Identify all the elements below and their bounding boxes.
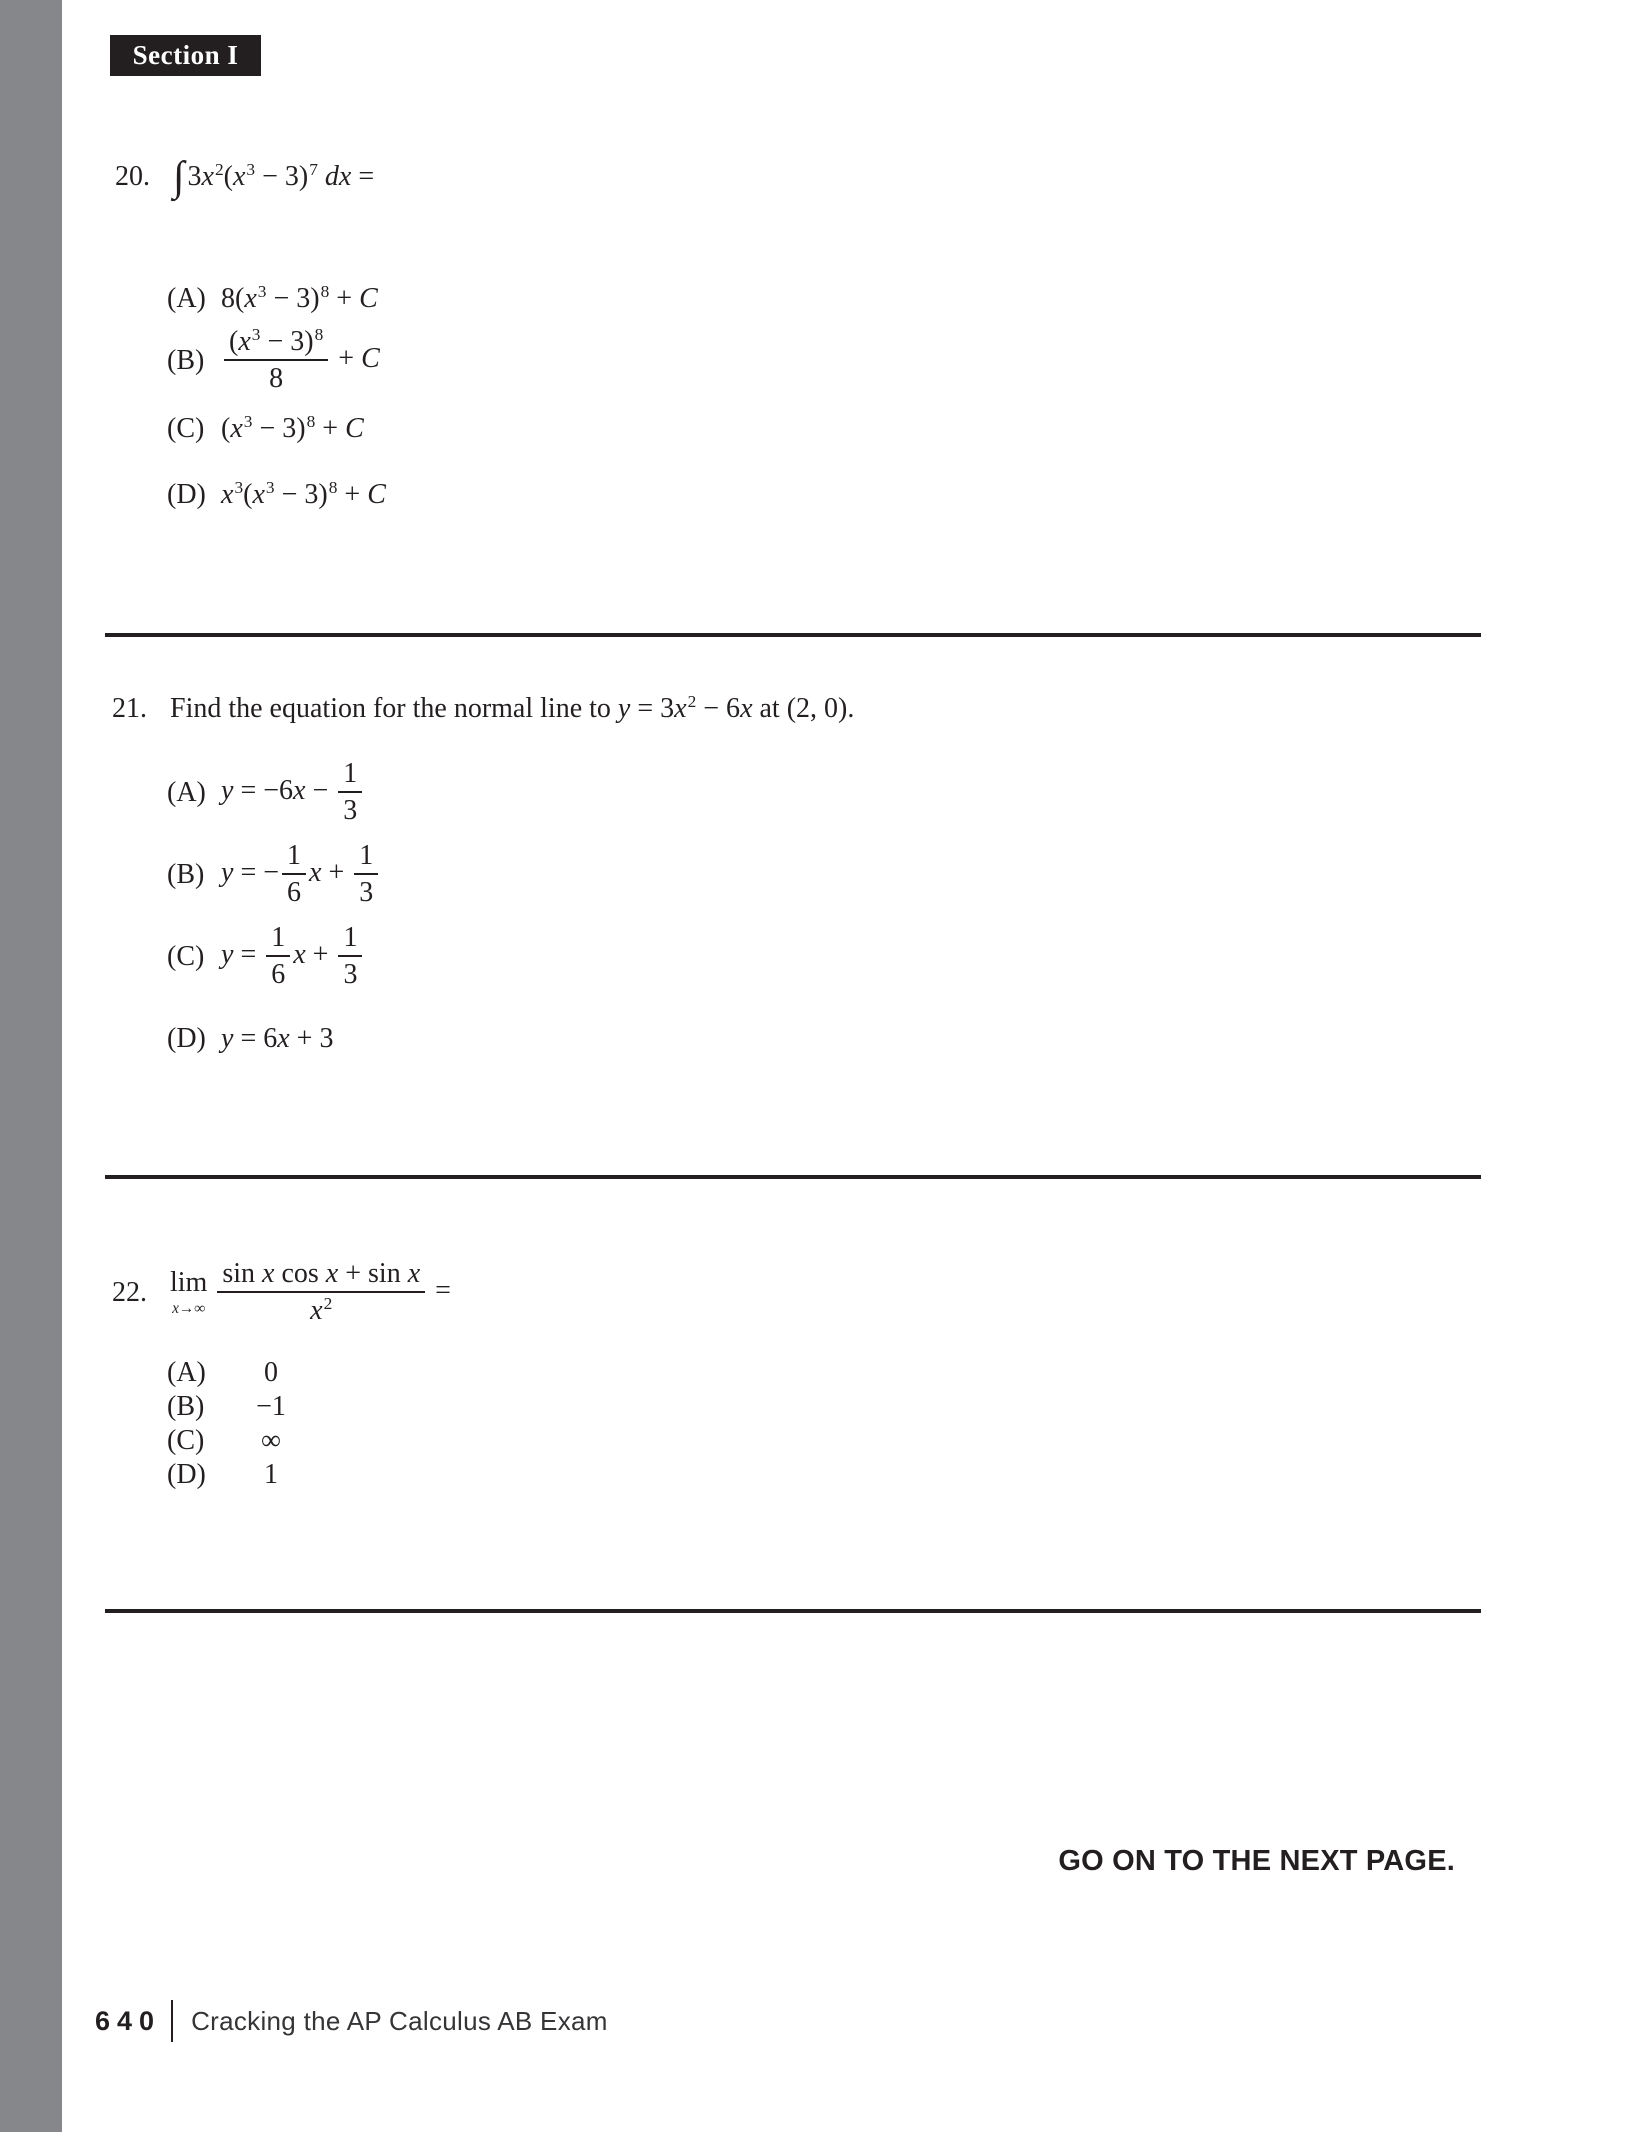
option-label: (A) bbox=[167, 776, 206, 808]
option-label: (C) bbox=[167, 940, 205, 972]
question-20-stem bbox=[115, 154, 375, 201]
option-label: (B) bbox=[167, 858, 205, 890]
option-formula: $(x^3 - 3)^8 + C$ bbox=[221, 411, 364, 444]
infinity-symbol: ∞ bbox=[261, 1425, 281, 1456]
option-formula: y = − $\frac{1}{6}$ x + $\frac{1}{3}$ bbox=[221, 840, 381, 909]
option-formula: $x^3(x^3 - 3)^8 + C$ bbox=[221, 477, 386, 510]
question-22-option-a bbox=[167, 1356, 299, 1390]
question-21-text: Find the equation for the normal line to $y = 3x^2 - 6x$ at (2, 0). bbox=[170, 691, 855, 724]
option-label: (C) bbox=[167, 413, 205, 444]
question-22-option-b bbox=[167, 1390, 299, 1424]
book-title: Cracking the AP Calculus AB Exam bbox=[191, 2005, 608, 2036]
option-label: (D) bbox=[167, 1023, 206, 1054]
section-badge bbox=[110, 35, 261, 76]
option-formula: y = −6x − $\frac{1}{3}$ bbox=[221, 758, 365, 827]
question-22-option-d bbox=[167, 1458, 299, 1492]
question-21-option-c bbox=[167, 922, 365, 991]
question-20-option-a bbox=[167, 282, 378, 316]
option-value: −1 bbox=[256, 1391, 286, 1422]
question-20-number: 20. bbox=[115, 161, 150, 192]
question-20-formula: ∫ $3x^2(x^3 - 3)^7$ dx = bbox=[173, 154, 375, 201]
question-21-stem bbox=[112, 692, 854, 726]
question-20-option-b bbox=[167, 326, 380, 395]
question-21-number: 21. bbox=[112, 693, 147, 724]
section-divider bbox=[105, 1609, 1481, 1613]
option-label: (C) bbox=[167, 1425, 205, 1456]
question-20-option-d bbox=[167, 478, 386, 512]
option-formula: y = 6x + 3 bbox=[221, 1023, 334, 1054]
section-label: Section I bbox=[132, 40, 239, 70]
footer-separator bbox=[171, 2000, 173, 2042]
option-formula: $8(x^3 - 3)^8 + C$ bbox=[221, 281, 378, 314]
question-21-option-a bbox=[167, 758, 365, 827]
question-21-option-b bbox=[167, 840, 381, 909]
question-22-number: 22. bbox=[112, 1276, 147, 1308]
page-footer bbox=[95, 2000, 608, 2042]
question-21-option-d bbox=[167, 1022, 333, 1056]
section-divider bbox=[105, 633, 1481, 637]
option-label: (D) bbox=[167, 1459, 206, 1490]
question-22-option-c bbox=[167, 1424, 299, 1458]
option-label: (D) bbox=[167, 479, 206, 510]
option-formula: $\frac{(x^3 - 3)^8}{8}$ + C bbox=[221, 326, 380, 395]
option-value: 1 bbox=[264, 1459, 278, 1490]
option-label: (B) bbox=[167, 1391, 205, 1422]
go-on-label: GO ON TO THE NEXT PAGE. bbox=[1058, 1845, 1455, 1877]
option-label: (B) bbox=[167, 344, 205, 376]
question-22-formula: lim x→∞ $\frac{\text{sin x cos x + sin x}}{x^2}$ = bbox=[170, 1258, 451, 1327]
option-formula: y = $\frac{1}{6}$ x + $\frac{1}{3}$ bbox=[221, 922, 365, 991]
section-divider bbox=[105, 1175, 1481, 1179]
option-value: 0 bbox=[264, 1357, 278, 1388]
question-20-option-c bbox=[167, 412, 364, 446]
left-gray-strip bbox=[0, 0, 62, 2132]
option-label: (A) bbox=[167, 1357, 206, 1388]
question-22-stem bbox=[112, 1258, 451, 1327]
page-number: 640 bbox=[95, 2005, 162, 2036]
option-label: (A) bbox=[167, 283, 206, 314]
